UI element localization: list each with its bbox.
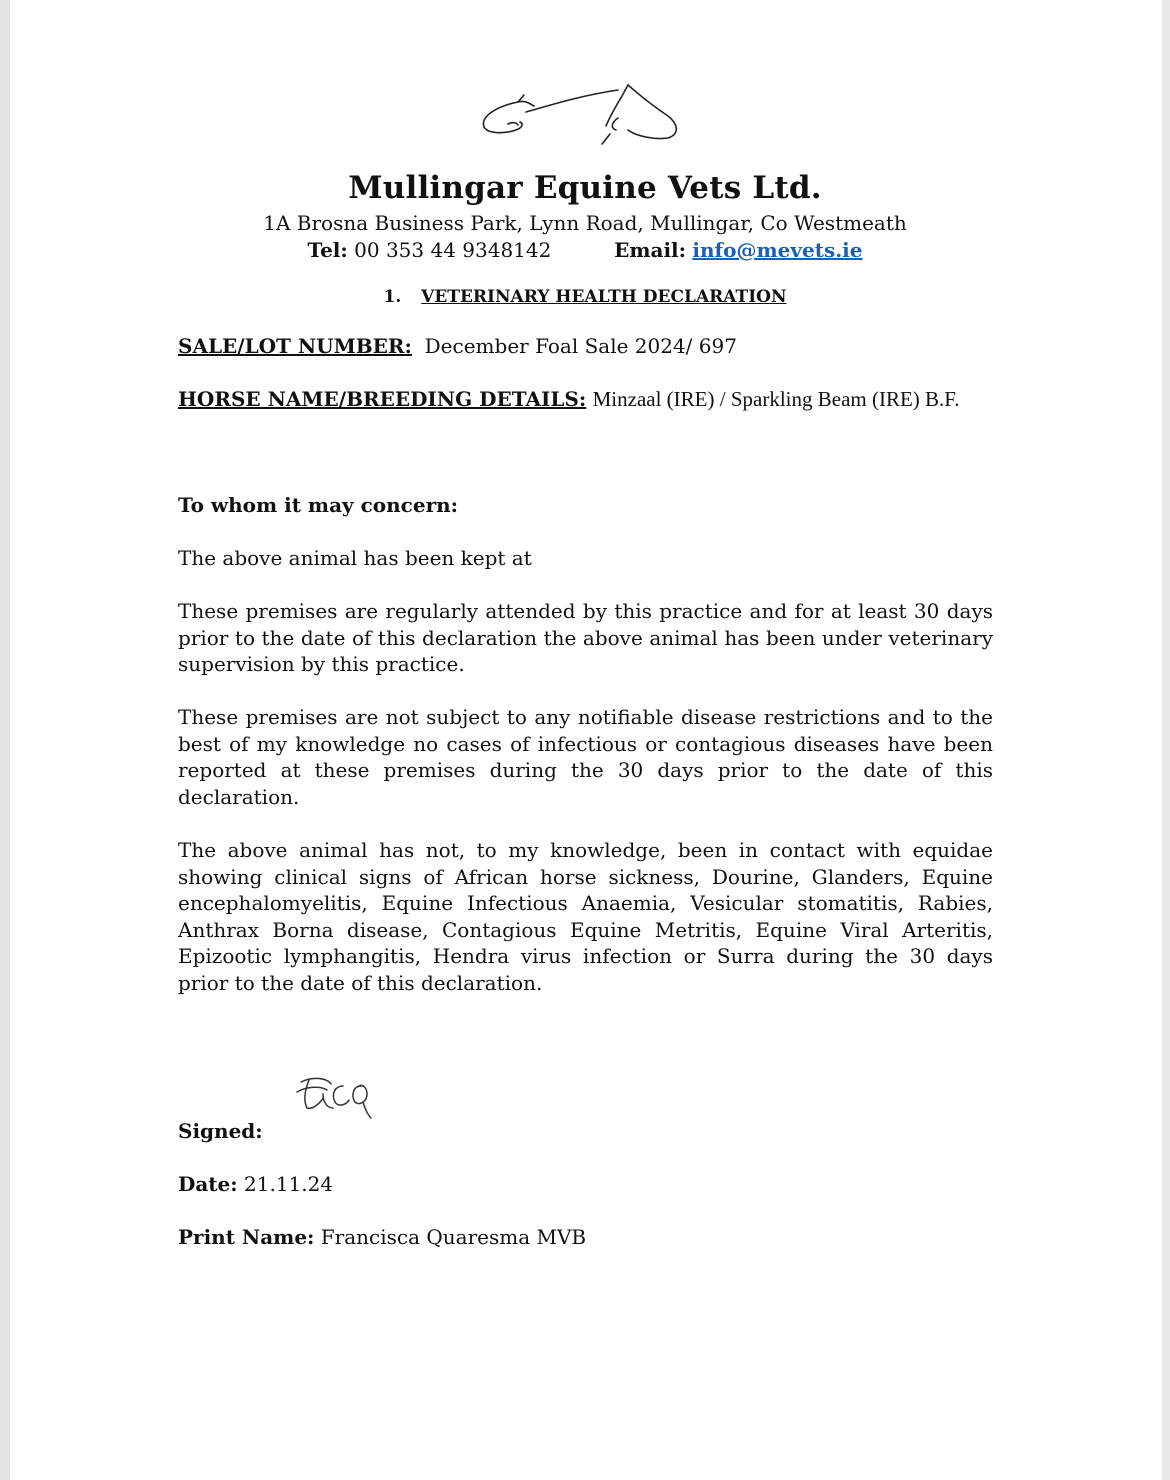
- print-name-value: Francisca Quaresma MVB: [320, 1225, 587, 1249]
- paragraph-disease-contact: The above animal has not, to my knowledge, been in contact with equidae showing clinical signs of African horse sickness, Dourine, Glanders, Equine encephalomyelitis, Equine Infectious Anaemia, Vesicular stomatitis, Rabies, Anthrax Borna disease, Contagious Equine Metritis, Equine Viral Arteritis, Epizootic lymphangitis, Hendra virus infection or Surra during the 30 days prior to the date of this declaration.: [178, 838, 993, 995]
- declaration-title: [0, 287, 1170, 307]
- horse-details-field: [178, 386, 993, 412]
- signed-label: Signed:: [178, 1119, 263, 1143]
- sale-lot-label: SALE/LOT NUMBER:: [178, 334, 412, 358]
- company-address: 1A Brosna Business Park, Lynn Road, Mullingar, Co Westmeath: [263, 211, 907, 235]
- tel-label: Tel:: [307, 238, 348, 262]
- email-label: Email:: [614, 238, 687, 262]
- horse-details-value: Minzaal (IRE) / Sparkling Beam (IRE) B.F.: [592, 387, 960, 411]
- sale-lot-value: December Foal Sale 2024/ 697: [424, 334, 737, 358]
- date-line: [178, 1171, 993, 1198]
- declaration-number: 1.: [383, 287, 402, 307]
- tel-value: 00 353 44 9348142: [354, 238, 552, 262]
- paragraph-disease-restrictions: These premises are not subject to any notifiable disease restrictions and to the best of my knowledge no cases of infectious or contagious diseases have been reported at these premises during the 30 days prior to the date of this declaration.: [178, 705, 993, 809]
- paragraph-kept-at: The above animal has been kept at: [178, 546, 532, 570]
- email-link[interactable]: info@mevets.ie: [692, 238, 863, 262]
- paragraph-supervision: These premises are regularly attended by this practice and for at least 30 days prior to the date of this declaration the above animal has been under veterinary supervision by this practice.: [178, 599, 993, 676]
- sale-lot-field: [178, 333, 993, 359]
- contact-line: [0, 238, 1170, 262]
- print-name-label: Print Name:: [178, 1225, 315, 1249]
- date-value: 21.11.24: [244, 1172, 334, 1196]
- declaration-title-text: VETERINARY HEALTH DECLARATION: [421, 287, 787, 307]
- print-name-line: [178, 1224, 993, 1251]
- company-name: Mullingar Equine Vets Ltd.: [348, 170, 822, 206]
- horse-details-label: HORSE NAME/BREEDING DETAILS:: [178, 387, 587, 411]
- signature-image: [293, 1072, 379, 1122]
- salutation: To whom it may concern:: [178, 493, 459, 517]
- horse-logo-icon: [478, 82, 682, 152]
- date-label: Date:: [178, 1172, 238, 1196]
